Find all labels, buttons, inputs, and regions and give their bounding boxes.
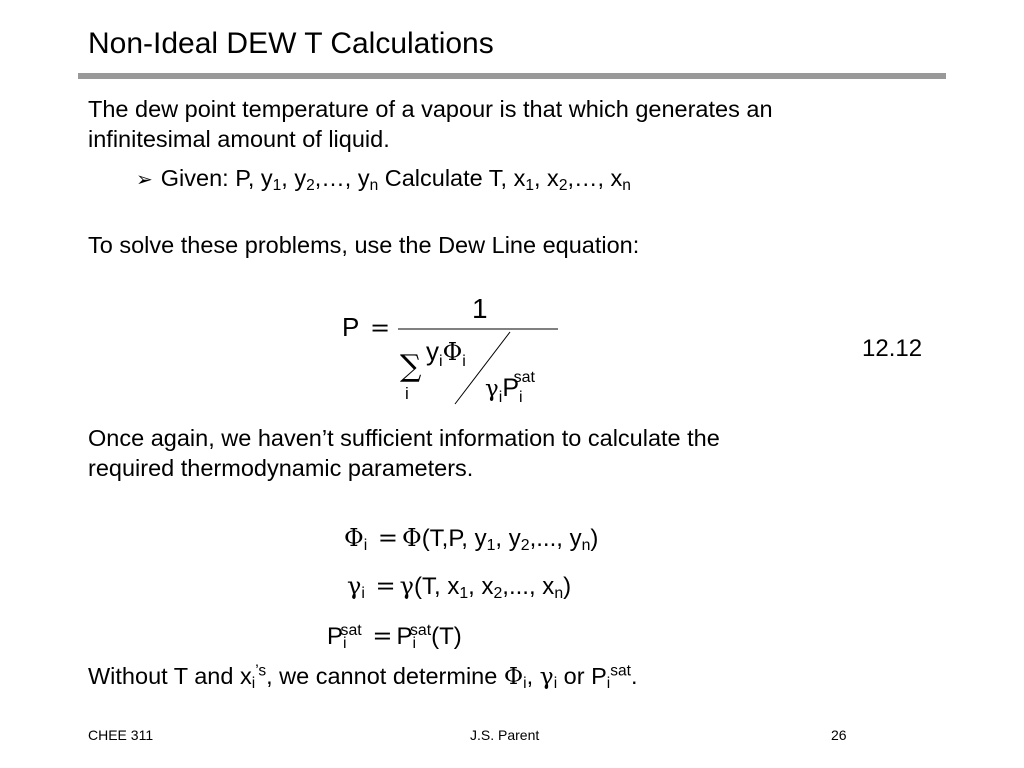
equation-number: 12.12 [862,335,923,362]
sum-icon: ∑ [400,349,422,384]
dew-line-intro: To solve these problems, use the Dew Line equation: [88,232,640,258]
eq-numerator: 1 [472,293,488,324]
footer-course: CHEE 311 [88,727,154,743]
psat-dependency-equation: $P_i^{sat} = P_i^{sat}(T)$ [327,622,462,652]
title-divider [78,73,946,79]
given-bullet: ➢ Given: P, $y_1$, $y_2,\dots$, $y_n$ Calculate T, $x_1$, $x_2,\dots$, $x_n$ [136,165,631,194]
phi-dependency-equation: $\Phi_i = \Phi(T,P$, $y_1$, $y_2$,..., $y_n$) [344,524,599,554]
eq-sum-index: i [405,384,409,403]
eq-inner-denominator: $\gamma_iP_isat$ [485,369,535,406]
conclusion-line: Without T and $x_i^{’s}$, we cannot determine $\Phi_i$, $\gamma_i$ or $P_i^{sat}$. [88,662,638,692]
footer-author: J.S. Parent [470,727,540,743]
intro-line-1: The dew point temperature of a vapour is that which generates an [88,96,773,122]
slide-title: Non-Ideal DEW T Calculations [88,27,494,60]
insufficient-line-2: required thermodynamic parameters. [88,455,474,481]
gamma-dependency-equation: $\gamma_i = \gamma(T$, $x_1$, $x_2$,..., $x_n$) [347,572,572,602]
eq-inner-numerator: $y_i\Phi_i$ [426,336,466,370]
eq-lhs-p: P [342,312,360,342]
intro-line-2: infinitesimal amount of liquid. [88,126,390,152]
insufficient-line-1: Once again, we haven’t sufficient information to calculate the [88,425,720,451]
dew-line-equation [330,288,580,410]
eq-equals: = [370,314,391,342]
footer-page-number: 26 [831,727,847,743]
arrow-bullet-icon: ➢ [136,169,153,191]
